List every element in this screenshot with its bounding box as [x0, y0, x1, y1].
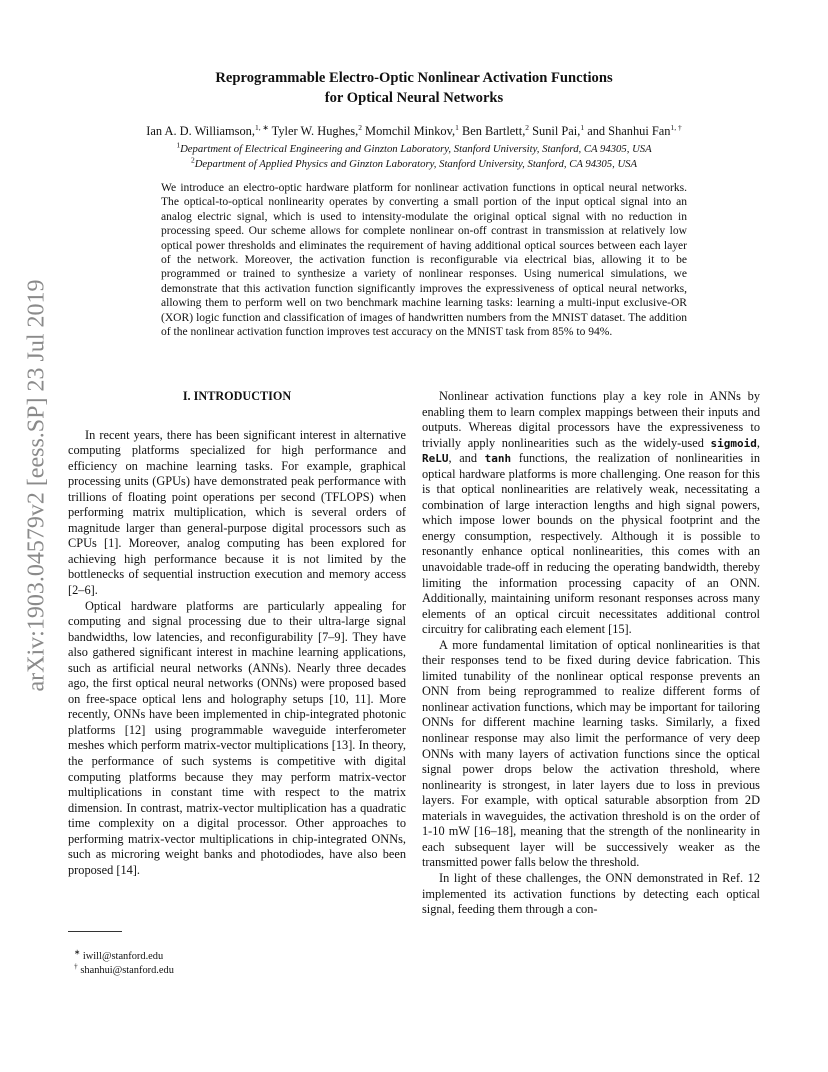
body-paragraph: A more fundamental limitation of optical nonlinearities is that their responses tend to be fixed during device fabrication. This limited tunability of the nonlinear optical response prevents an ONN from being reprogrammed to realize different forms of nonlinear activation functions, which may be important for tailoring ONNs for different machine learning tasks. Similarly, a fixed nonlinear response may also limit the performance of very deep ONNs with many layers of activation functions since the optical signal power drops below the activation threshold, where nonlinearity is strongest, in later layers due to loss in previous layers. For example, with optical saturable absorption from 2D materials in waveguides, the activation threshold is on the order of 1-10 mW [16–18], meaning that the strength of the nonlinearity in each subsequent layer will be successively weaker as the transmitted power falls below the threshold. [422, 637, 760, 870]
affiliation-mark: 2 [190, 155, 195, 165]
author-name: Ben Bartlett, [458, 124, 526, 138]
paragraph-text: , [756, 435, 760, 450]
footnote-email: shanhui@stanford.edu [77, 965, 174, 976]
affiliation-mark: 1 [176, 140, 181, 150]
title-line-1: Reprogrammable Electro-Optic Nonlinear Activation Functions [215, 70, 613, 86]
author-name: Ian A. D. Williamson, [146, 124, 255, 138]
footnote-mark: ∗ [74, 947, 81, 957]
right-column [422, 389, 760, 918]
author-name: Tyler W. Hughes, [268, 124, 359, 138]
footnote-2 [68, 961, 368, 978]
code-tanh: tanh [484, 452, 512, 466]
author-mark: 2 [358, 122, 362, 132]
body-paragraph: In recent years, there has been significant interest in alternative computing platforms specialized for high performance and efficiency on machine learning tasks. For example, graphical processing units (GPUs) have demonstrated peak performance with trillions of floating point operations per second (TFLOPS) when performing matrix multiplication, which is several orders of magnitude larger than general-purpose digital processors such as CPUs [1]. Moreover, analog computing has been explored for achieving high performance because it is not limited by the bottlenecks of sequential instruction execution and memory access [2–6]. [68, 427, 406, 598]
section-heading: I. INTRODUCTION [182, 389, 292, 403]
code-sigmoid: sigmoid [710, 436, 757, 450]
author-name: Momchil Minkov, [361, 124, 456, 138]
affiliation-text: Department of Electrical Engineering and Ginzton Laboratory, Stanford University, Stanford, CA 94305, USA [180, 143, 652, 155]
author-mark: 2 [525, 122, 530, 132]
author-list [60, 124, 768, 139]
author-mark: 1, ∗ [254, 122, 269, 132]
author-name: Sunil Pai, [529, 124, 581, 138]
body-paragraph: Optical hardware platforms are particularly appealing for computing and signal processing due to their ultra-large signal bandwidths, low latencies, and reconfigurability [7–9]. They have also gathered significant interest in machine learning applications, such as artificial neural networks (ANNs). Nearly three decades ago, the first optical neural networks (ONNs) were proposed based on free-space optical lens and holography setups [10, 11]. More recently, ONNs have been implemented in chip-integrated photonic platforms [12] using programmable waveguide interferometer meshes which perform matrix-vector multiplications [13]. In theory, the performance of such systems is competitive with digital computing platforms because they may perform matrix-vector multiplications in constant time with respect to the matrix dimension. In contrast, matrix-vector multiplication has a quadratic time complexity on a digital processor. Other approaches to performing matrix-vector multiplications in chip-integrated ONNs, such as microring weight banks and photodiodes, have also been proposed [14]. [68, 598, 406, 877]
affiliation-2 [60, 155, 768, 170]
author-mark: 1 [455, 122, 459, 132]
left-column [68, 389, 406, 878]
code-relu: ReLU [422, 452, 449, 466]
author-mark: 1 [580, 122, 585, 132]
author-name: and Shanhui Fan [584, 124, 671, 138]
footnote-email: iwill@stanford.edu [80, 951, 164, 962]
footnote-mark: † [74, 961, 78, 971]
author-mark: 1, † [670, 122, 682, 132]
footnote-rule [68, 931, 122, 932]
paragraph-text: functions, the realization of nonlinearities in optical hardware platforms is more challenging. One reason for this is that optical nonlinearities are relatively weak, necessitating a combination of large interaction lengths and high signal powers, which impose lower bounds on the physical footprint and the energy consumption, respectively. Although it is possible to resonantly enhance optical nonlinearities, this comes with an unavoidable trade-off in reducing the operating bandwidth, thereby limiting the information processing capacity of an ONN. Additionally, maintaining uniform resonant responses across many elements of an optical circuit necessitates additional control circuitry for calibrating each element [15]. [422, 451, 760, 637]
paragraph-text: , and [448, 451, 485, 466]
title-line-2: for Optical Neural Networks [324, 90, 504, 106]
body-paragraph: In light of these challenges, the ONN demonstrated in Ref. 12 implemented its activation functions by detecting each optical signal, feeding them through a con- [422, 870, 760, 917]
abstract: We introduce an electro-optic hardware platform for nonlinear activation functions in optical neural networks. The optical-to-optical nonlinearity operates by converting a small portion of the input optical signal into an analog electric signal, which is used to intensity-modulate the original optical signal with no reduction in processing speed. Our scheme allows for complete nonlinear on-off contrast in transmission at relatively low optical power thresholds and eliminates the requirement of having additional optical sources between each layer of the network. Moreover, the activation function is reconfigurable via electrical bias, allowing it to be programmed or trained to synthesize a variety of nonlinear responses. Using numerical simulations, we demonstrate that this activation function significantly improves the expressiveness of optical neural networks, allowing them to perform well on two benchmark machine learning tasks: learning a multi-input exclusive-OR (XOR) logic function and classification of images of handwritten numbers from the MNIST dataset. The addition of the nonlinear activation function improves test accuracy on the MNIST task from 85% to 94%. [161, 182, 687, 339]
footnote-1 [68, 947, 368, 964]
affiliation-1 [60, 140, 768, 155]
arxiv-identifier [22, 279, 52, 691]
arxiv-identifier-text: arXiv:1903.04579v2 [eess.SP] 23 Jul 2019 [23, 279, 50, 691]
body-paragraph [422, 389, 760, 638]
footnotes [68, 947, 368, 978]
affiliation-text: Department of Applied Physics and Ginzton Laboratory, Stanford University, Stanford, CA 94305, USA [194, 158, 638, 170]
paragraph-text: Nonlinear activation functions play a key role in ANNs by enabling them to learn complex mappings between their inputs and outputs. Whereas digital processors have the expressiveness to trivially apply nonlinearities such as the widely-used [422, 389, 760, 450]
paper-title [104, 68, 724, 108]
